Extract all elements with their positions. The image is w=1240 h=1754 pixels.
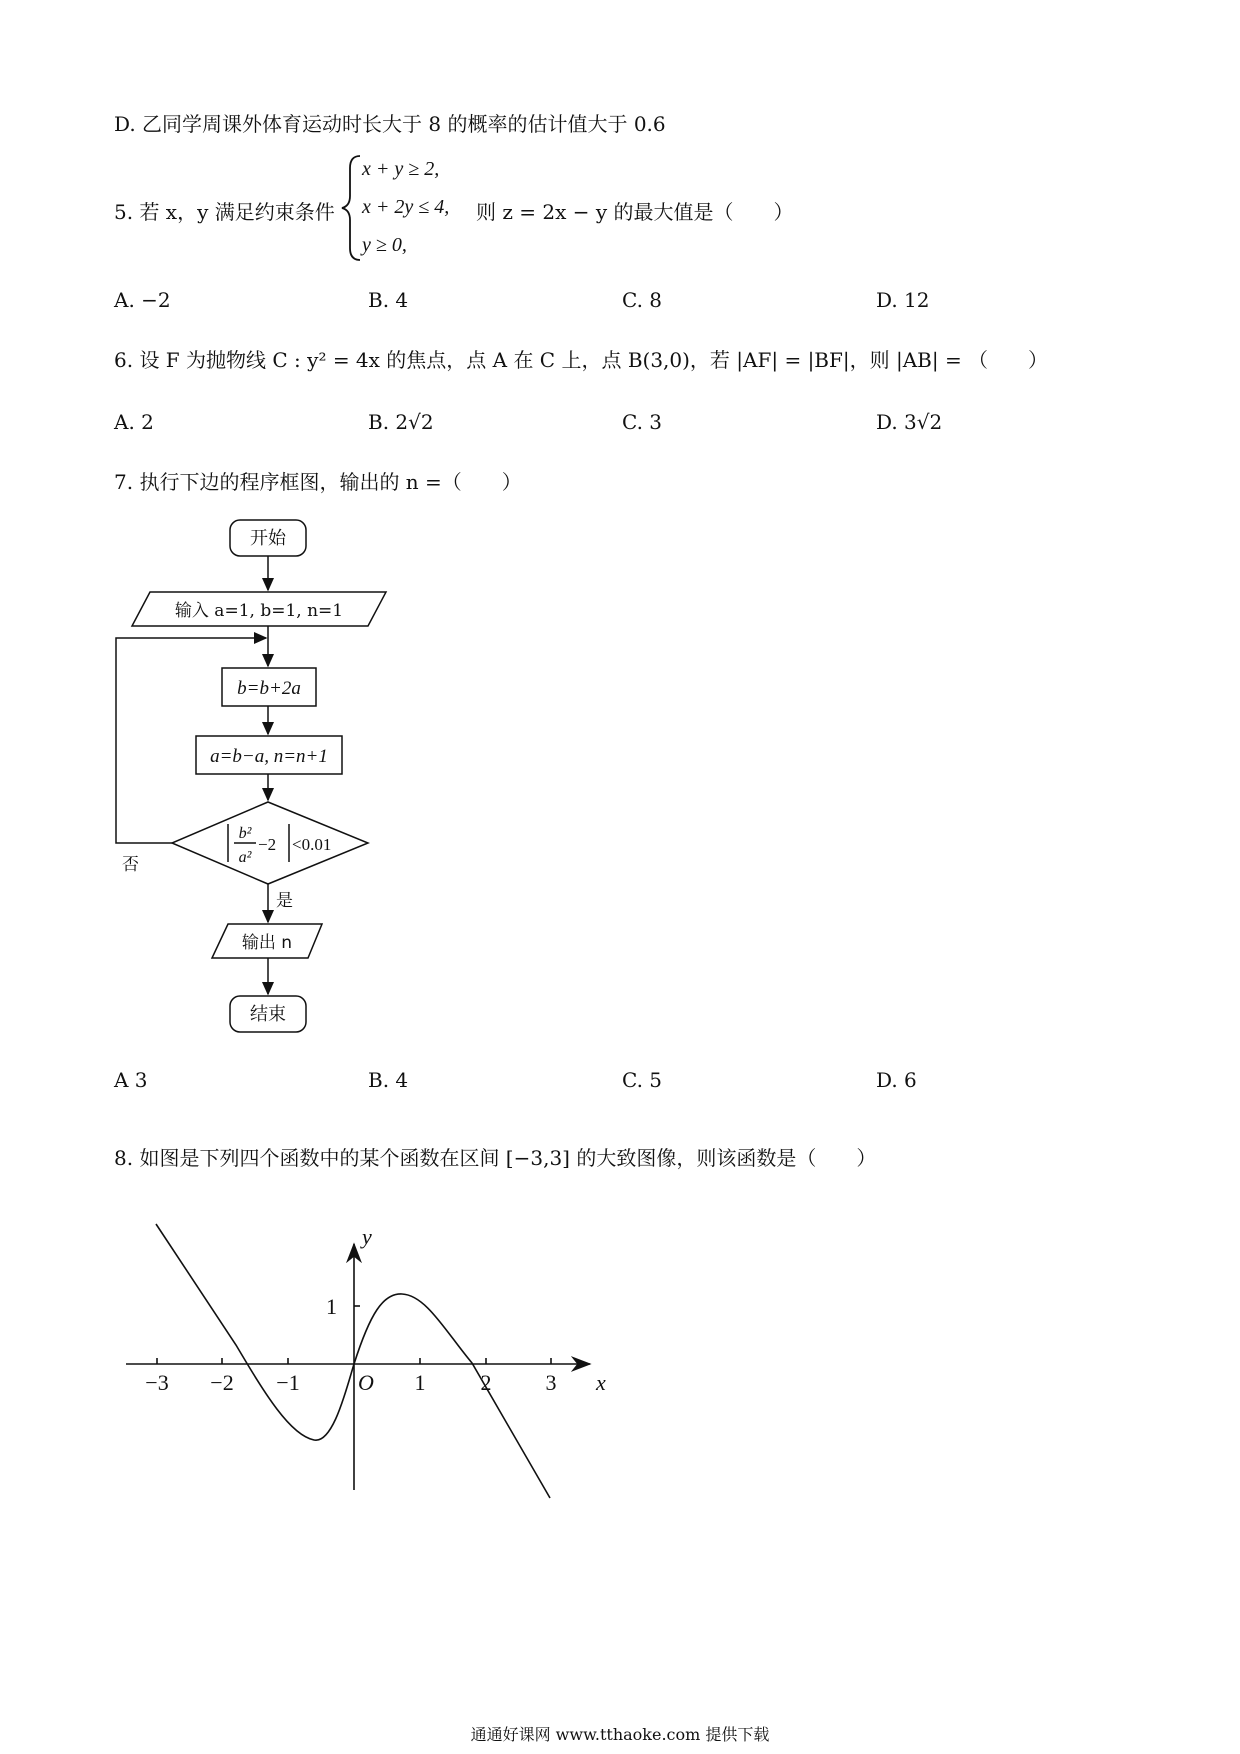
q8-stem: 8. 如图是下列四个函数中的某个函数在区间 [−3,3] 的大致图像，则该函数是（ ） [114,1146,877,1170]
q4-option-d: D. 乙同学周课外体育运动时长大于 8 的概率的估计值大于 0.6 [114,112,666,136]
q5-option-a: A. −2 [114,288,171,312]
q5-prefix: 5. 若 x，y 满足约束条件 [114,200,335,224]
q5-constraint-3: y ≥ 0, [362,234,407,256]
flow-cond-compare: <0.01 [292,835,332,854]
flow-cond-denominator: a² [238,849,252,866]
q5-constraint-1: x + y ≥ 2, [362,158,440,180]
q7-option-b: B. 4 [368,1068,409,1092]
q5-constraint-2: x + 2y ≤ 4, [362,196,450,218]
origin-label: O [358,1370,374,1395]
q5-brace [340,152,364,264]
x-tick-label-2: 2 [480,1370,492,1395]
x-tick-label-neg2: −2 [210,1370,234,1395]
flowchart [100,510,400,1040]
q7-option-a: A 3 [114,1068,148,1092]
x-axis-label: x [596,1370,606,1395]
q5-option-d: D. 12 [876,288,930,312]
flow-no-label: 否 [122,855,139,875]
q5-option-c: C. 8 [622,288,663,312]
q7-stem: 7. 执行下边的程序框图，输出的 n =（ ） [114,470,522,494]
flow-output-label: 输出 n [241,933,293,953]
q6-option-d: D. 3√2 [876,410,943,434]
q6-option-c: C. 3 [622,410,663,434]
flow-cond-numerator: b² [238,825,252,842]
x-tick-label-neg1: −1 [276,1370,300,1395]
q7-option-d: D. 6 [876,1068,917,1092]
flow-yes-label: 是 [276,891,293,911]
q7-option-c: C. 5 [622,1068,663,1092]
footer: 通通好课网 www.tthaoke.com 提供下载 [470,1725,770,1744]
q6-option-a: A. 2 [114,410,154,434]
flow-input-label: 输入 a=1, b=1, n=1 [174,601,344,621]
q5-option-b: B. 4 [368,288,409,312]
flow-cond-minus-two: −2 [258,835,277,854]
y-axis-label: y [362,1224,372,1249]
q6-option-b: B. 2√2 [368,410,434,434]
x-tick-label-1: 1 [414,1370,426,1395]
flow-end-label: 结束 [250,1004,286,1025]
flow-step2-label: a=b−a, n=n+1 [210,746,328,767]
q5-suffix: 则 z = 2x − y 的最大值是（ ） [476,200,794,224]
flow-start-label: 开始 [250,528,286,549]
function-graph [100,1200,640,1510]
x-tick-label-neg3: −3 [145,1370,169,1395]
y-tick-label-1: 1 [326,1294,337,1319]
q6-stem: 6. 设 F 为抛物线 C : y² = 4x 的焦点，点 A 在 C 上，点 B(3,0)，若 |AF| = |BF|，则 |AB| = （ ） [114,348,1049,372]
x-tick-label-3: 3 [545,1370,557,1395]
function-curve [156,1224,550,1498]
flow-step1-label: b=b+2a [237,678,301,699]
